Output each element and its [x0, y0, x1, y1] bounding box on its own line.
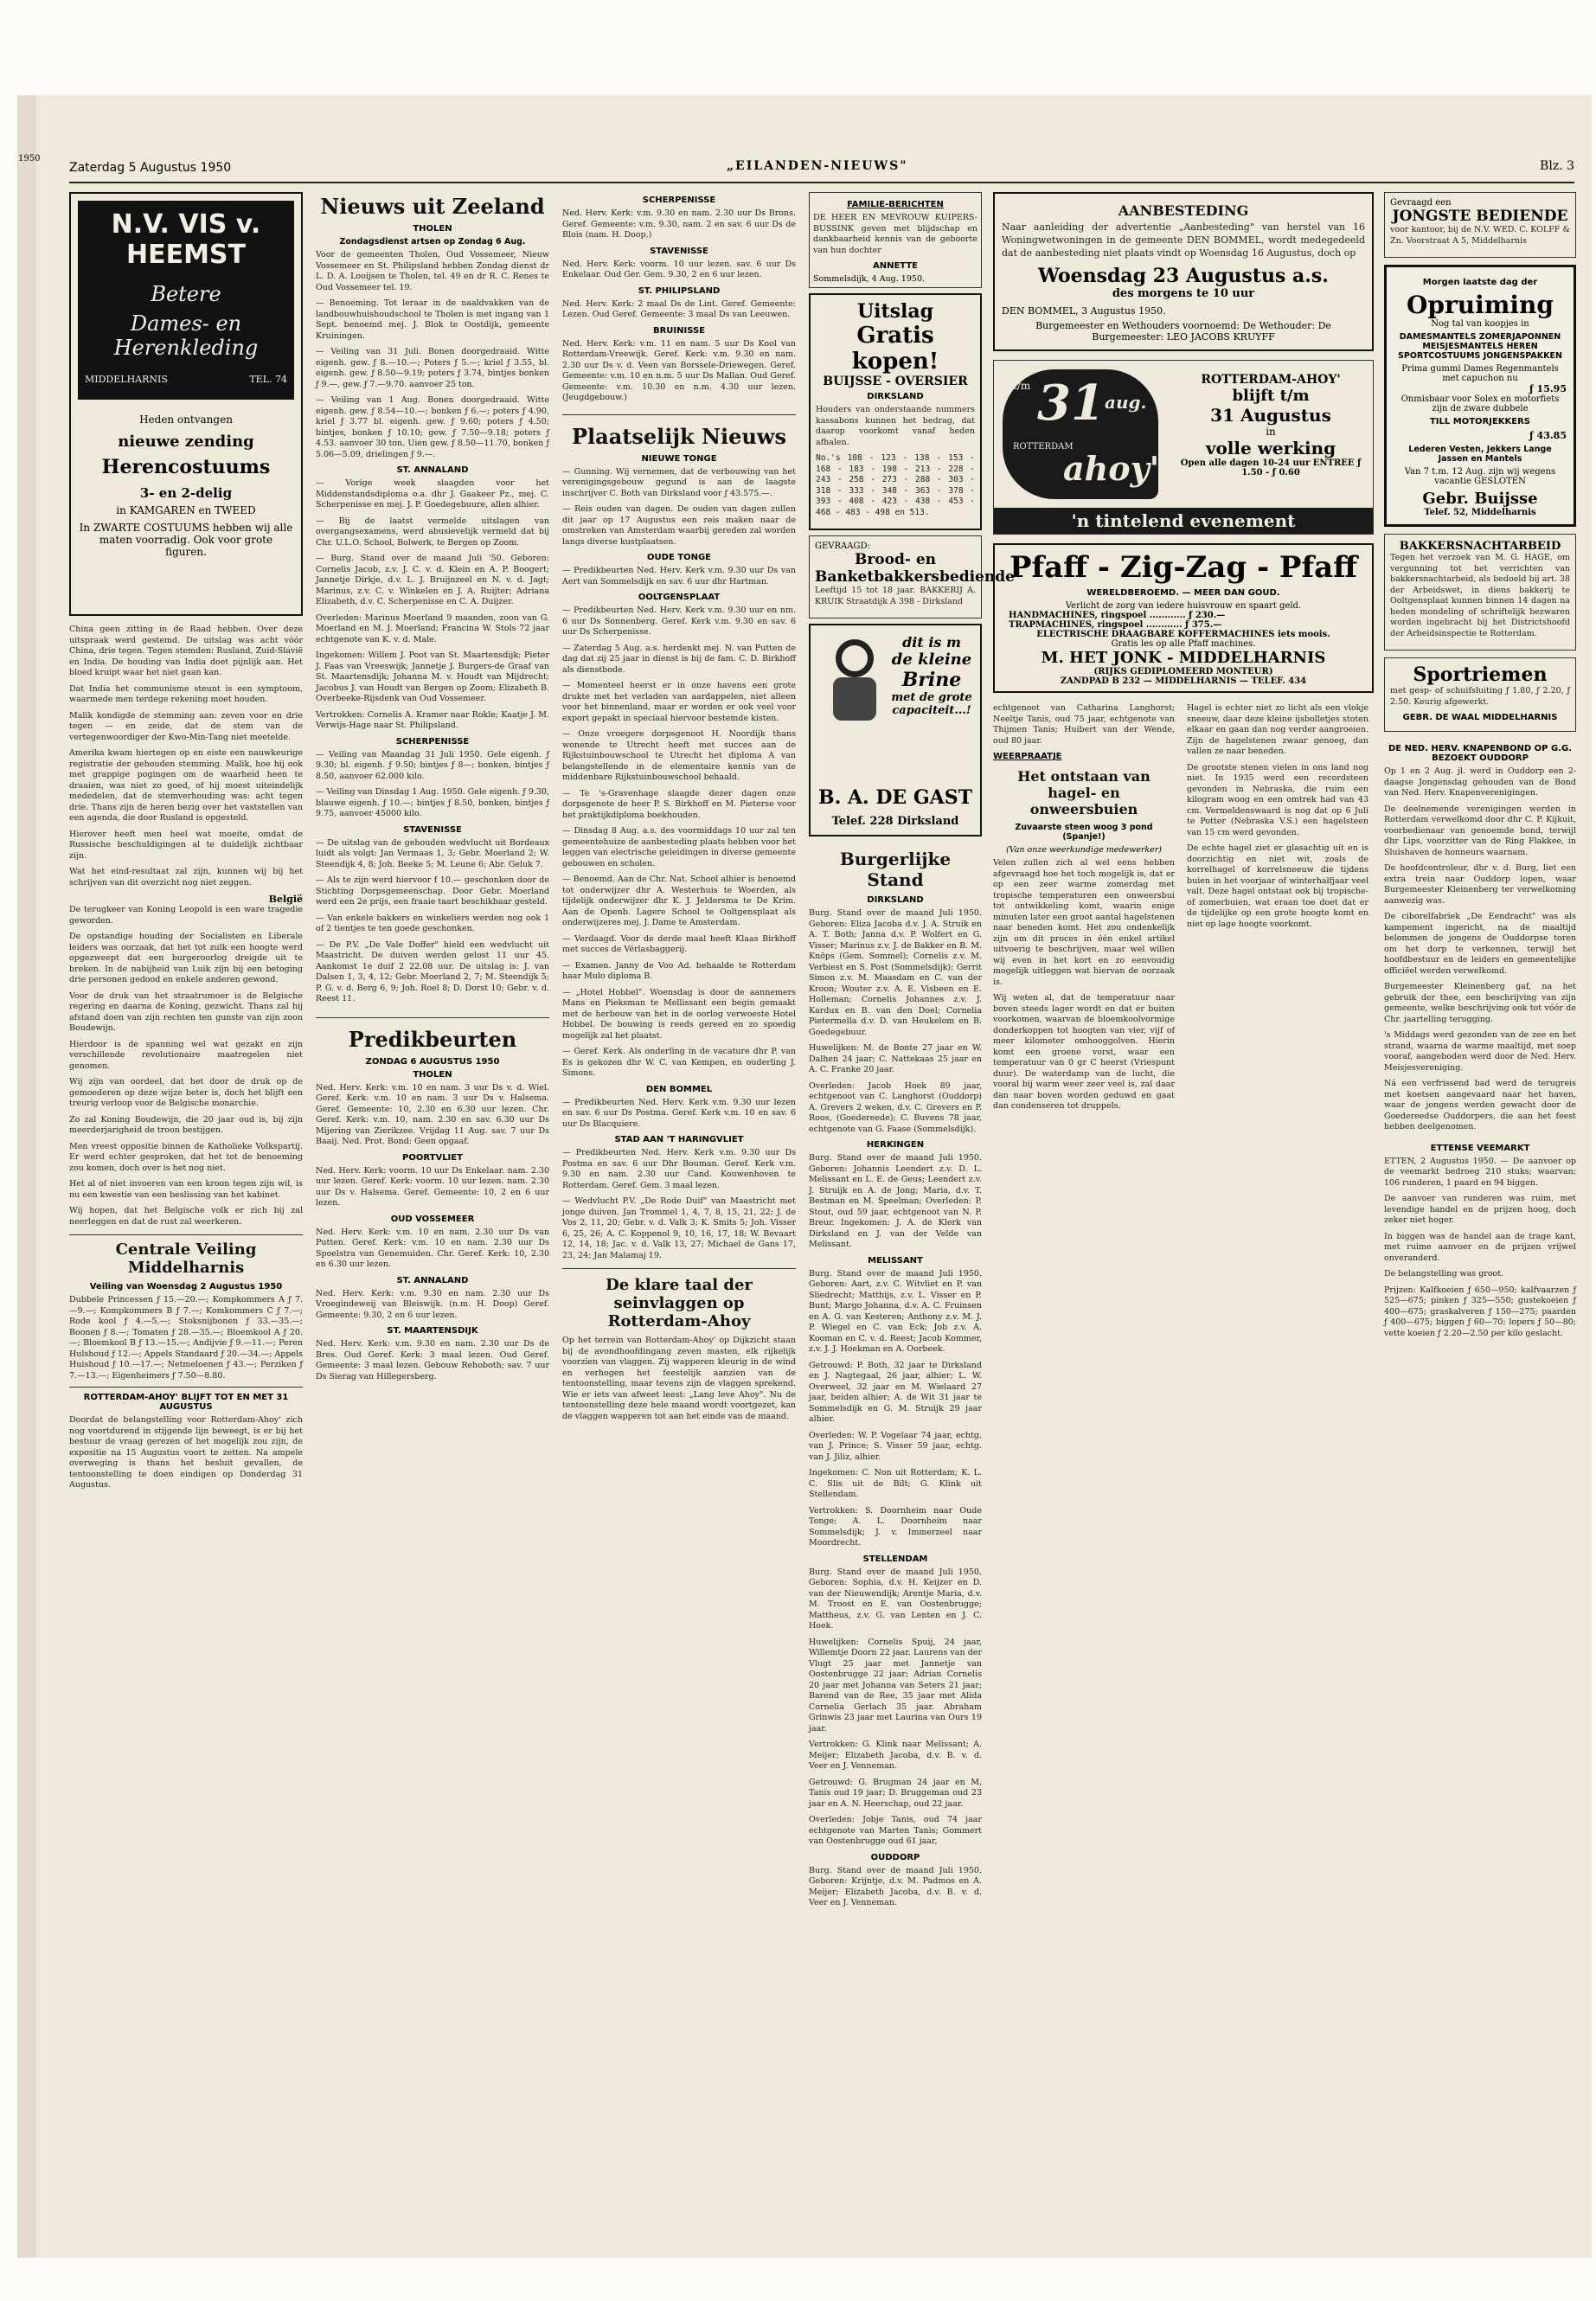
col2-paragraph: Overleden: Marinus Moerland 9 maanden, zoon van G. Moerland en M. J. Moerland; Francina W. Stols 72 jaar echtgenote van K. v. d. Male. — [316, 612, 549, 644]
col2-paragraph: — Als te zijn werd hiervoor f 10.— geschonken door de Stichting Dorpsgemeenschap. Door Gebr. Moerland werd een 2e prijs, een fraaie taart beschikbaar gesteld. — [316, 875, 549, 907]
col1-paragraph: De opstandige houding der Socialisten en Liberale leiders was oorzaak, dat het tot zulk een hoogte werd opgezweept dat een burgeroorlog dreigde uit te breken. In de nabijheid van Luik zijn bij een betoging drie personen gedood en enkele anderen gewond. — [69, 932, 303, 984]
pfaff-shop2: (RIJKS GEDIPLOMEERD MONTEUR) — [1093, 667, 1273, 676]
opruiming-t1: Nog tal van koopjes in — [1431, 319, 1529, 329]
sport-text: met gesp- of schuifsluiting ƒ 1.80, ƒ 2.20, ƒ 2.50. Keurig afgewerkt. — [1390, 686, 1570, 707]
col1-paragraph: Malik kondigde de stemming aan: zeven voor en drie tegen — en zeide, dat de stem van de vertegenwoordiger der Kwo-Min-Tang niet meetelde. — [69, 710, 303, 742]
col1-paragraph: De terugkeer van Koning Leopold is een ware tragedie geworden. — [69, 905, 303, 926]
col2-predik-text: Ned. Herv. Kerk: v.m. 10 en nam. 2.30 uur Ds van Putten. Geref. Kerk: v.m. 10 en nam. 2.30 uur Ds Spoelstra van Genemuiden. Chr. Geref. Kerk: 10, 2.30 en 6.30 uur lezen. — [316, 1227, 549, 1269]
col3-paragraph: — Geref. Kerk. Als onderling in de vacature dhr P. van Es is gekozen dhr W. C. van Kempen, en ouderling J. Simons. — [562, 1047, 796, 1078]
col3-paragraph: — Dinsdag 8 Aug. a.s. des voormiddags 10 uur zal ten gemeentehuize de aanbesteding plaats hebben voor het leggen van electrische geleidingen in diverse gemeente gebouwen en scholen. — [562, 826, 796, 868]
col2-paragraph: Vertrokken: Cornelis A. Kramer naar Rokle; Kaatje J. M. Verwijs-Hage naar St. Philipsland. — [316, 709, 549, 730]
ahoy-logo-badge — [1003, 369, 1158, 499]
ahoy-r4: in — [1266, 426, 1276, 438]
brine-line1: dit is m — [902, 634, 961, 651]
gratis-text: Houders van onderstaande nummers kassabons kunnen het bedrag, dat daarop voorkomt vanaf heden afhalen. — [816, 405, 975, 447]
ad-gratis-kopen — [809, 293, 982, 530]
col3-klare-taal-heading: De klare taal der seinvlaggen op Rotterdam-Ahoy — [562, 1268, 796, 1330]
aanbesteding-date: Woensdag 23 Augustus a.s. — [1038, 265, 1329, 287]
column-2 — [316, 192, 549, 2251]
col3-paragraph: — Zaterdag 5 Aug. a.s. herdenkt mej. N. van Putten de dag dat zij 25 jaar in dienst is bij de fam. C. D. Birkhoff als dienstbode. — [562, 643, 796, 675]
col1-veiling-text: Dubbele Princessen ƒ 15.—20.—; Kompkommers A ƒ 7.—9.—; Kompkommers B ƒ 7.—; Komkommers C ƒ 7.—; Rode kool ƒ 4.—5.—; Stoksnijbonen ƒ 33.—35.—; Boonen ƒ 8.—; Tomaten ƒ 28.—35.—; Bloemkool A ƒ 20.—; Bloemkool B ƒ 13.—15.—; Andijvie ƒ 9.—11.—; Peren Hulshoud ƒ 12.—; Appels Standaard ƒ 20.—34.—; Appels Huishoud ƒ 10.—17.—; Netmeloenen ƒ 43.—; Perziken ƒ 7.—13.—; Eigenheimers ƒ 7.50—8.80. — [69, 1295, 304, 1381]
col1-ahoy-heading: ROTTERDAM-AHOY' BLIJFT TOT EN MET 31 AUGUSTUS — [69, 1387, 303, 1412]
opruiming-tel: Telef. 52, Middelharnis — [1424, 508, 1536, 517]
col2-paragraph: — Bij de laatst vermelde uitslagen van overgangsexamens, werd abusievelijk vermeld dat bij Chr. U.L.O. School, Bolwerk, te Bergen op Zoom. — [316, 516, 549, 548]
opruiming-shop: Gebr. Buijsse — [1422, 490, 1538, 508]
child-mascot-illustration — [816, 632, 894, 736]
familie-text: DE HEER EN MEVROUW KUIPERS-BUSSINK geven met blijdschap en dankbaarheid kennis van de geboorte van hun dochter — [813, 213, 977, 255]
col3-paragraph: — Momenteel heerst er in onze havens een grote drukte met het verladen van aardappelen, niet alleen voor het binnenland, maar er worden er ook veel voor export gepakt in speciaal hiervoor bestemde kisten. — [562, 681, 796, 723]
col3-paragraph: — Onze vroegere dorpsgenoot H. Noordijk thans wonende te Utrecht heeft met succes aan de Rijkstuinbouwschool te Utrecht het diploma A van belangstellende in de elementaire kennis van de middenbare Rijkstuinbouwschool behaald. — [562, 729, 796, 782]
ad-opruiming — [1384, 265, 1576, 527]
col1-paragraph: Amerika kwam hiertegen op en eiste een nauwkeurige registratie der gehouden stemming. Malik, hoe hij ook met grappige pogingen om de waarheid heen te draaien, was niet zo goed, of hij moest uiteindelijk mededelen, dat de stemverhouding was: acht tegen drie. Thans zijn de heren bezig over het vaststellen van een agenda, die door Rusland is opgesteld. — [69, 748, 303, 823]
col5-paragraph: De echte hagel ziet er glasachtig uit en is doorzichtig en niet wit, zoals de korrelhagel of korrelsneeuw die tijdens buien in het voorjaar of winterhalfjaar veel valt. Deze hagel ontstaat ook bij tropische- of zomerbuien, wat eraan toe doet dat er de tijdelijke op een grote hoogte komt en niet op lage hoogte voorkomt. — [1187, 843, 1368, 929]
col5-paragraph: De grootste stenen vielen in ons land nog niet. In 1935 werd een recordsteen gevonden in Nebraska, die ruim een kilogram woog en een omtrek had van 43 cm. Vermeldenswaard is nog dat op 6 Juli te Potter (Nebraska V.S.) een hagelsteen van 15 cm werd gevonden. — [1187, 762, 1368, 837]
ad-vis-heemst-line3: Herencostuums — [101, 456, 271, 478]
col3-paragraph: — Reis ouden van dagen. De ouden van dagen zullen dit jaar op 17 Augustus een reis maken naar de omstreken van Amsterdam waarbij gereden zal worden langs diverse kustplaatsen. — [562, 504, 796, 547]
ad-vis-heemst-line5: in KAMGAREN en TWEED — [116, 504, 256, 516]
burg-melissant: MELISSANT — [868, 1255, 923, 1266]
col2-predikbeurten-heading: Predikbeurten — [316, 1017, 549, 1052]
col4-paragraph: Vertrokken: G. Klink naar Melissant; A. Meijer; Elizabeth Jacoba, d.v. B. v. d. Veer en J. Venneman. — [809, 1740, 982, 1771]
col3-paragraph: — „Hotel Hobbel". Woensdag is door de aannemers Mans en Pieksman te Mellissant een begin gemaakt met de herbouw van het in de oorlog verwoeste Hotel Hobbel. De bouwing is reeds gereed en zo spoedig mogelijk zal het plaatst. — [562, 987, 796, 1041]
opruiming-t7: Van 7 t.m. 12 Aug. zijn wij wegens vacantie GESLOTEN — [1404, 467, 1556, 486]
col2-stavenisse: STAVENISSE — [403, 824, 462, 835]
ahoy-r6: Open alle dagen 10-24 uur ENTREE ƒ 1.50 - ƒ 0.60 — [1180, 458, 1362, 478]
column-1 — [69, 192, 303, 2251]
column-3 — [562, 192, 796, 2251]
col1-ahoy-text: Doordat de belangstelling voor Rotterdam-Ahoy' zich nog voortdurend in stijgende lijn beweegt, is er bij het bestuur de vraag gerezen of het mogelijk zou zijn, de expositie na 15 Augustus voort te zetten. Na ampele overweging is thans het besluit gevallen, de tentoonstelling te doen eindigen op Donderdag 31 Augustus. — [69, 1415, 303, 1490]
col1-paragraph: Het al of niet invoeren van een kroon tegen zijn wil, is nu een kwestie van een beslissing van het kabinet. — [69, 1179, 303, 1200]
col6-paragraph: ETTEN, 2 Augustus 1950. — De aanvoer op de veemarkt bedroeg 210 stuks; waarvan: 106 runderen, 1 paard en 94 biggen. — [1384, 1156, 1576, 1188]
ad-brood — [809, 535, 1015, 619]
burgerlijke-stand-heading: Burgerlijke Stand — [839, 849, 952, 890]
ad-sportriemen — [1384, 657, 1576, 732]
brine-shop: B. A. DE GAST — [818, 786, 972, 809]
col6-paragraph: Op 1 en 2 Aug. jl. werd in Ouddorp een 2-daagse Jongensdag gehouden van de Bond van Ned. Herv. Knapenverenigingen. — [1384, 766, 1576, 798]
pfaff-shop: M. HET JONK - MIDDELHARNIS — [1041, 649, 1326, 667]
col3-paragraph: Ned. Herv. Kerk: v.m. 11 en nam. 5 uur Ds Kool van Rotterdam-Vreewijk. Geref. Kerk: v.m. 9.30 en nam. 2.30 uur Ds v. d. Veen van Borssele-Driewegen. Geref. Gemeente: v.m. 10 en n.m. 5 uur Ds Mallan. Oud Geref. Gemeente: v.m. 10.30 en n.m. 4.30 uur lezen. (Jeugdgebouw.) — [562, 338, 796, 402]
col3-paragraph: — Te 's-Gravenhage slaagde dezer dagen onze dorpsgenote de heer P. S. Birkhoff en M. Pieterse voor het praktijkdiploma boekhouden. — [562, 788, 796, 820]
col4-paragraph: Getrouwd: G. Brugman 24 jaar en M. Tanis oud 19 jaar; D. Bruggeman oud 23 jaar en A. N. Heerschap, oud 22 jaar. — [809, 1777, 982, 1809]
ahoy-city: ROTTERDAM — [1013, 442, 1074, 452]
col1-paragraph: Wij zijn van oordeel, dat het door de druk op de gemoederen op deze wijze beter is, doch het blijft een treurig verloop voor de Belgische monarchie. — [69, 1077, 303, 1108]
jbed-gevraagd: Gevraagd een — [1390, 198, 1452, 208]
col6-paragraph: De deelnemende verenigingen werden in Rotterdam verwelkomd door dhr C. P. Kijkuit, voorbedienaar van genoemde bond, terwijl dhr Lips, voorzitter van de Ring Flakkee, in Sluishaven de honneurs waarnam. — [1384, 804, 1576, 857]
col2-predik-sub: ZONDAG 6 AUGUSTUS 1950 — [365, 1056, 500, 1067]
bakker-text: Tegen het verzoek van M. G. HAGE, om vergunning tot het verrichten van bakkersnachtarbeid, als bedoeld bij art. 38 der Arbeidswet, in diens bakkerij te Ooltgensplaat kunnen binnen 14 dagen na heden mondeling of schriftelijk bezwaren worden ingebracht bij het Districtshoofd der Arbeidsinspectie te Rotterdam. — [1390, 553, 1570, 638]
ahoy-band: 'n tintelend evenement — [994, 508, 1373, 534]
col6-paragraph: Prijzen: Kalfkoeien ƒ 650—950; kalfvaarzen ƒ 525—675; pinken ƒ 325—550; gustekoeien ƒ 400—675; graskalveren ƒ 150—275; paarden ƒ 400—675; biggen ƒ 60—70; lopers ƒ 50—80; vette koeien ƒ 2.20—2.50 per kilo geslacht. — [1384, 1285, 1576, 1338]
gratis-uitslag: Uitslag — [856, 300, 934, 323]
pfaff-t3: TRAPMACHINES, ringspoel ............ ƒ 375.— — [1009, 620, 1222, 630]
col2-predik-text: Ned. Herv. Kerk: v.m. 10 en nam. 3 uur Ds v. d. Wiel. Geref. Kerk: v.m. 10 en nam. 3 uur Ds v. Halsema. Geref. Gemeente: 10, 2.30 en 6.30 uur lezen. Chr. Geref. Kerk: v.m. 10, nam. 2.30 en sav. 6.30 uur Ds Mijering van Zierikzee. Vrijdag 11 Aug. sav. 7 uur Ds Baaij. Ned. Prot. Bond: Geen opgaaf. — [316, 1082, 549, 1146]
col3-plaatselijk-heading: Plaatselijk Nieuws — [562, 414, 796, 449]
ahoy-r5: volle werking — [1205, 438, 1336, 458]
col3-stavenisse: STAVENISSE — [650, 246, 708, 256]
ad-vis-heemst-line1: Heden ontvangen — [139, 413, 233, 426]
col3-den-bommel: DEN BOMMEL — [645, 1084, 713, 1094]
col6-paragraph: De hoofdcontroleur, dhr v. d. Burg, liet een extra trein naar Ouddorp lopen, waar Burgemeester Kleinenberg ter verwelkoming aanwezig was. — [1384, 863, 1576, 906]
brood-gevraagd: GEVRAAGD: — [815, 542, 870, 551]
col2-paragraph: Ingekomen: Willem J. Poot van St. Maartensdijk; Pieter J. Faas van Vreeswijk; Jannetje J. Burgers-de Graaf van St. Maartensdijk; Johanna M. v. Houdt van Mijdrecht; Jacobus J. van Houdt van Bergen op Zoom; Elizabeth B. Overbeeke-Rijsdenk van Oud Vossemeer. — [316, 651, 549, 703]
col2-oudvossemeer: OUD VOSSEMEER — [390, 1214, 475, 1224]
opruiming-t6: Lederen Vesten, Jekkers Lange Jassen en Mantels — [1408, 445, 1552, 464]
col6-paragraph: De aanvoer van runderen was ruim, met levendige handel en de prijzen hoog, doch zeker niet hoger. — [1384, 1194, 1576, 1225]
ahoy-r3: 31 Augustus — [1210, 405, 1331, 426]
col5-left-text — [993, 703, 1175, 1118]
ad-vis-heemst-line2: nieuwe zending — [118, 433, 254, 451]
ad-vis-heemst — [69, 192, 303, 616]
header-date: Zaterdag 5 Augustus 1950 — [69, 161, 232, 175]
col2-tholen-sub: Zondagsdienst artsen op Zondag 6 Aug. — [339, 237, 526, 247]
col2-maartensdijk: ST. MAARTENSDIJK — [387, 1326, 478, 1336]
previous-page-edge — [17, 95, 41, 2258]
col3-haringvliet: STAD AAN 'T HARINGVLIET — [614, 1135, 744, 1144]
col2-paragraph: — Veiling van Dinsdag 1 Aug. 1950. Gele eigenh. ƒ 9.30, blauwe eigenh. ƒ 10.—; bintjes ƒ 8.50, bonken, bintjes ƒ 9.75, aanvoer 45000 kilo. — [316, 787, 549, 818]
col3-paragraph: — Predikbeurten Ned. Herv. Kerk v.m. 9.30 uur en nm. 6 uur Ds Sonnenberg. Geref. Kerk v.m. 9.30 en sav. 6 uur Ds Scherpenisse. — [562, 606, 796, 637]
col1-veiling-heading: Centrale Veiling Middelharnis — [69, 1234, 303, 1277]
col2-tholen: THOLEN — [413, 224, 452, 234]
header-rule — [69, 182, 1574, 183]
veemarkt-heading: ETTENSE VEEMARKT — [1430, 1143, 1530, 1153]
col2-paragraph: — Vorige week slaagden voor het Middenstandsdiploma o.a. dhr J. Gaakeer Pz., mej. C. Scherpenisse en mej. J. P. Goedegebuure, allen alhier. — [316, 478, 549, 510]
col2-paragraph: — De P.V. „De Vale Doffer" hield een wedvlucht uit Maastricht. De duiven werden gelost 11 uur 45. Aankomst 1e duif 2 22.08 uur. De uitslag is: J. van Dalsen 1, 3, 4, 12; Gebr. Moerland 2, 7; M. Steendijk 5; P. G. v. d. Berg 6, 9; Joh. Roel 8; D. Dorst 10; Gebr. v. d. Reest 11. — [316, 939, 549, 1003]
col3-paragraph: — Examen. Janny de Voo Ad. behaalde te Rotterdam haar Mulo diploma B. — [562, 960, 796, 981]
col1-paragraph: Voor de druk van het straatrumoer is de Belgische regering en daarna de Koning, gezwicht. Thans zal hij afstand doen van zijn rechten ten gunste van zijn zoon Boudewijn. — [69, 990, 303, 1033]
col4-paragraph: Burg. Stand over de maand Juli 1950. Geboren: Krijntje, d.v. M. Padmos en A. Meijer; Elizabeth Jacoba, d.v. B. v. d. Veer en J. Venneman. — [809, 1865, 982, 1907]
col1-paragraph: China geen zitting in de Raad hebben. Over deze uitspraak werd gestemd. De uitslag was acht vóór China, drie tegen. Tegen stemden: Rusland, Zuid-Slavië en India. De houding van India doet pijnlijk aan. Het bloed kruipt waar het niet gaan kan. — [69, 625, 303, 677]
weerpraatje-label: WEERPRAATJE — [993, 752, 1062, 761]
sport-heading: Sportriemen — [1413, 663, 1548, 686]
col1-paragraph: Hierdoor is de spanning wel wat gezakt en zijn verschillende revolutionaire maatregelen niet genomen. — [69, 1039, 303, 1071]
col5-paragraph: echtgenoot van Catharina Langhorst; Neeltje Tanis, oud 75 jaar, echtgenote van Thijmen Tanis; Huibert van der Wende, oud 80 jaar. — [993, 703, 1175, 746]
burg-herkingen: HERKINGEN — [866, 1140, 925, 1150]
col4-paragraph: Burg. Stand over de maand Juli 1950. Geboren: Eliza Jacoba d.v. J. A. Struik en A. T. Both; Janna d.v. P. Wolfert en G. Visser; Marinus z.v. J. de Bakker en B. M. Knöps (Gem. Sommel); Cornelis z.v. M. Verbiest en S. Post (Sommelsdijk); Gerrit Simon z.v. M. Maasdam en C. van der Kroon; Wouter z.v. A. E. Visbeen en E. Holleman; Cornelis Johannes z.v. J. Kardux en B. van den Doel; Cornelia Pietermella d.v. D. van Heukelom en B. Goedegebuur. — [809, 908, 982, 1037]
pfaff-heading: Pfaff - Zig-Zag - Pfaff — [1009, 550, 1358, 585]
brine-line3: Brine — [901, 669, 962, 691]
ad-jongste-bediende — [1384, 192, 1576, 258]
ad-aanbesteding — [993, 192, 1374, 351]
page-header — [69, 154, 1574, 180]
col3-paragraph: — Predikbeurten Ned. Herv. Kerk v.m. 9.30 uur Ds van Aert van Sommelsdijk en sav. 6 uur dhr Hartman. — [562, 566, 796, 586]
previous-page-year: 1950 — [18, 154, 41, 163]
col4-paragraph: Huwelijken: Cornelis Spuij, 24 jaar, Willemtje Doorn 22 jaar. Laurens van der Vlugt 25 jaar met Jannetje van Oostenbrugge 22 jaar; Adrian Cornelis 20 jaar met Johanna van Seters 21 jaar; Barend van de Ree, 35 jaar met Alida Cornelia Gerlach 35 jaar. Abraham Grinwis 23 jaar met Laurina van Ours 19 jaar. — [809, 1637, 982, 1734]
brine-line2: de kleine — [891, 651, 972, 669]
col3-bruinisse: BRUINISSE — [652, 325, 706, 336]
gratis-shop: BUIJSSE - OVERSIER — [823, 375, 968, 388]
col3-paragraph: — Predikbeurten Ned. Herv. Kerk v.m. 9.30 uur Ds Postma en sav. 6 uur Dhr Bouman. Geref. Kerk v.m. 9.30 en nam. 2.30 uur Cand. Kouwenhoven te Rotterdam. Geref. Gem. 3 maal lezen. — [562, 1148, 796, 1190]
col3-ooltgensplaat: OOLTGENSPLAAT — [638, 593, 721, 602]
col2-annaland: ST. ANNALAND — [396, 465, 469, 475]
jbed-text: voor kantoor, bij de N.V. WED. C. KOLFF & Zn. Voorstraat A 5, Middelharnis — [1390, 225, 1570, 246]
pfaff-t1: Verlicht de zorg van iedere huisvrouw en spaart geld. — [1065, 601, 1302, 611]
ad-vis-heemst-line4: 3- en 2-delig — [139, 485, 233, 501]
header-newspaper-name: „EILANDEN-NIEUWS" — [727, 159, 908, 173]
weerpraatje-author: (Van onze weerkundige medewerker) — [1006, 845, 1162, 855]
weerpraatje-sub: Zuvaarste steen woog 3 pond (Spanje!) — [1015, 823, 1153, 842]
ahoy-r2: blijft t/m — [1232, 387, 1310, 405]
weerpraatje-title: Het ontstaan van hagel- en onweersbuien — [1017, 768, 1151, 817]
col3-philipsland: ST. PHILIPSLAND — [638, 285, 721, 296]
col1-paragraph: Wat het eind-resultaat zal zijn, kunnen wij bij het schrijven van dit overzicht nog niet zeggen. — [69, 867, 303, 888]
ad-vis-heemst-city: MIDDELHARNIS — [85, 374, 168, 385]
header-page-number: Blz. 3 — [1540, 159, 1574, 173]
opruiming-t3: Prima gummi Dames Regenmantels met capuchon nu — [1401, 364, 1559, 383]
opruiming-heading: Opruiming — [1407, 291, 1554, 319]
aanbesteding-time: des morgens te 10 uur — [1112, 287, 1255, 300]
brine-line4: met de grote capaciteit...! — [891, 691, 972, 717]
col4-paragraph: Burg. Stand over de maand Juli 1950. Geboren: Aart, z.v. C. Witvliet en P. van Sliedrecht; Matthijs, z.v. L. Visser en P. Bunt; Margo Johanna, d.v. A. C. Fruinsen en A. G. van Kesteren; Anthony z.v. M. J. P. Wiegel en C. van Eck; Job z.v. A. Kooman en C. v. d. Reest; Jacob Kommer, z.v. J. J. Hoekman en A. Oorbeek. — [809, 1268, 982, 1354]
ad-vis-heemst-slogan-1: Betere — [151, 282, 221, 306]
col1-paragraph: Men vreest oppositie binnen de Katholieke Volkspartij. Er werd echter gesproken, dat het tot de benoeming zou komen, doch over is het nog niet. — [69, 1141, 303, 1173]
col2-paragraph: — De uitslag van de gehouden wedvlucht uit Bordeaux luidt als volgt: Jan Vermaas 1, 3; Gebr. Moerland 2; W. Steendijk 4, 8; Joh. Beeke 5; M. Leune 6; Abr. Geluk 7. — [316, 837, 549, 869]
col5-paragraph: Hagel is echter niet zo licht als een vlokje sneeuw, daar deze kleine ijsbolletjes stoten elkaar en gaan dan nog verder aangroeien. Zijn de hagelstenen zwaar genoeg, dan vallen ze naar beneden. — [1187, 703, 1368, 756]
opruiming-price2: ƒ 43.85 — [1529, 430, 1567, 441]
brine-tel: Telef. 228 Dirksland — [831, 815, 959, 828]
col4-paragraph: Ingekomen: C. Non uit Rotterdam; K. L. C. Slis uit de Bilt; G. Klink uit Stellendam. — [809, 1468, 982, 1499]
opruiming-t2: DAMESMANTELS ZOMERJAPONNEN MEISJESMANTELS HEREN SPORTCOSTUUMS JONGENSPAKKEN — [1398, 332, 1562, 361]
col6-paragraph: De ciborelfabriek „De Eendracht" was als kampement ingericht, na de maaltijd belommen de jongens de Ouddorpse toren om het dorp te verkennen, terwijl het hoofdbestuur en de leiders en gemeentelijke officiëel werden verwelkomd. — [1384, 912, 1576, 976]
aanbesteding-heading: AANBESTEDING — [1118, 202, 1249, 219]
col2-predik-text: Ned. Herv. Kerk: v.m. 9.30 en nam. 2.30 uur Ds Vroegindeweij van Bleiswijk. (n.m. H. Doop) Geref. Gemeente: 9.30, 2 en 6 uur lezen. — [316, 1288, 549, 1320]
col4-paragraph: Overleden: W. P. Vogelaar 74 jaar, echtg. van J. Prince; S. Visser 59 jaar, echtg. van J. Jiliz, alhier. — [809, 1430, 982, 1462]
col3-paragraph: Op het terrein van Rotterdam-Ahoy' op Dijkzicht staan bij de avondhoofdingang zeven masten, elk rijkelijk voorzien van vlaggen. Zij wapperen kleurig in de wind en verhogen het feestelijk aanzien van de tentoonstelling, maar tevens zijn de vlaggen sprekend. Wie er iets van afweet leest: „Lang leve Ahoy". Nu de tentoonstelling deze hele maand wordt voortgezet, kan de vlaggen wapperen tot aan het einde van de maand. — [562, 1336, 796, 1421]
column-6 — [1384, 192, 1576, 2251]
col3-oude-tonge: OUDE TONGE — [647, 553, 711, 562]
burg-stellendam: STELLENDAM — [862, 1554, 928, 1564]
col3-paragraph: — Verdaagd. Voor de derde maal heeft Klaas Birkhoff met succes de Vérlasbaggerij. — [562, 933, 796, 954]
col2-paragraph: — Benoeming. Tot leraar in de naaldvakken van de landbouwhuishoudschool te Tholen is met ingang van 1 Sept. benoemd mej. J. Blok te Oostdijk, gemeente Kruiningen. — [316, 298, 549, 341]
bakker-heading: BAKKERSNACHTARBEID — [1399, 540, 1561, 553]
gratis-place: DIRKSLAND — [867, 392, 924, 401]
gratis-heading: Gratis kopen! — [851, 323, 939, 375]
col3-paragraph: Ned. Herv. Kerk: v.m. 9.30 en nam. 2.30 uur Ds Brons. Geref. Gemeente: v.m. 9.30, nam. 2 en sav. 6 uur Ds de Blois (nam. H. Doop.) — [562, 208, 796, 240]
col6-paragraph: In biggen was de handel aan de trage kant, met ruime aanvoer en de prijzen vrijwel onveranderd. — [1384, 1231, 1576, 1263]
col6-paragraph: 's Middags werd gezonden van de zee en het strand, waarna de warme maaltijd, met soep vooraf, aangeboden werd door de Ned. Herv. Meisjesvereniging. — [1384, 1030, 1576, 1073]
opruiming-t4: Onmisbaar voor Solex en motorfiets zijn de zware dubbele — [1401, 394, 1560, 413]
ahoy-logo: ahoy' — [1063, 449, 1160, 488]
ad-vis-heemst-phone: TEL. 74 — [249, 374, 287, 385]
pfaff-t5: Gratis les op alle Pfaff machines. — [1111, 639, 1256, 649]
ahoy-tm: t/m — [1013, 380, 1031, 392]
column-5 — [993, 192, 1374, 2251]
ad-ahoy — [993, 360, 1374, 535]
ad-bakkersnachtarbeid — [1384, 534, 1576, 651]
ad-brine — [809, 624, 982, 836]
col1-paragraph: Wij hopen, dat het Belgische volk er zich bij zal neerleggen en dat de rust zal weerkeren. — [69, 1206, 303, 1227]
col3-paragraph: — Predikbeurten Ned. Herv. Kerk v.m. 9.30 uur lezen en sav. 6 uur Ds Postma. Geref. Kerk v.m. 10 en sav. 6 uur Ds Blacquiere. — [562, 1097, 796, 1129]
opruiming-top: Morgen laatste dag der — [1422, 278, 1538, 287]
ahoy-aug: aug. — [1105, 392, 1147, 413]
ad-vis-heemst-slogan-2: Dames- en Herenkleding — [113, 311, 259, 360]
burg-ouddorp: OUDDORP — [870, 1852, 920, 1862]
col6-paragraph: Burgemeester Kleinenberg gaf, na het gebruik der thee, een beschrijving van zijn gemeente, welke beschrijving ook tot vóór de Chr. jaartelling terugging. — [1384, 982, 1576, 1024]
opruiming-t5: TILL MOTORJEKKERS — [1429, 417, 1531, 426]
col3-paragraph: — Gunning. Wij vernemen, dat de verbouwing van het verenigingsgebouw gegund is aan de laagste inschrijver C. Both van Dirksland voor ƒ 43.575.—. — [562, 466, 796, 498]
newspaper-page — [17, 95, 1592, 2258]
col2-paragraph: — Veiling van 1 Aug. Bonen doorgedraaid. Witte eigenh. gew. ƒ 8.54—10.—; bonken ƒ 6.—; poters ƒ 4.90, kriel ƒ 3.77 bl. eigenh. gew. ƒ 9.60; poters ƒ 4.50; bintjes, bonken ƒ 10.10; gew. ƒ 7.50—9.18; poters ƒ 4.53. aanvoer 30 ton. Uien gew. ƒ 8.50—11.70, bonken ƒ 5.06—5.09, drielingen ƒ 9.—. — [316, 395, 549, 459]
col6-paragraph: Ná een verfrissend bad werd de terugreis met koetsen aangevaard naar het haven, waar de jongens werden gewacht door de Goedereedse Ouddorpers, die aan het feest hebben deelgenomen. — [1384, 1079, 1576, 1131]
brood-heading: Brood- en Banketbakkersbediende — [815, 551, 1015, 586]
col4-paragraph: Getrouwd: P. Both, 32 jaar te Dirksland en J. Nagtegaal, 26 jaar, alhier; L. W. Overweel, 32 jaar en M. Wielaard 27 jaar, beiden alhier; A. de Wit 31 jaar te Sommelsdijk en G. M. Struijk 29 jaar alhier. — [809, 1360, 982, 1424]
col4-paragraph: Burg. Stand over de maand Juli 1950. Geboren: Sophia, d.v. H. Keijzer en D. van der Nieuwendijk; Arentje Maria, d.v. M. Troost en E. van Oostenbrugge; Mattheus, z.v. G. van Lenten en J. C. Hoek. — [809, 1567, 982, 1631]
col4-paragraph: Burg. Stand over de maand Juli 1950. Geboren: Johannis Leendert z.v. D. L. Melissant en L. E. de Geus; Leendert z.v. J. Struijk en A. de Jong; Maria, d.v. T. Bestman en M. Speelman; Overleden: P. Stout, oud 59 jaar, echtgenoot van N. P. Breur. Ingekomen: J. A. de Klerk van Dirksland en J. van der Velde van Melissant. — [809, 1153, 982, 1249]
aanbesteding-text: Naar aanleiding der advertentie „Aanbesteding" van herstel van 16 Woningwetwoningen in de gemeente DEN BOMMEL, wordt medegedeeld dat de aanbesteding niet plaats vindt op Woensdag 16 Augustus, doch op — [1002, 221, 1365, 259]
col2-paragraph: Voor de gemeenten Tholen, Oud Vossemeer, Nieuw Vossemeer en St. Philipsland hebben Zondag dienst dr L. D. A. Looijsen te Tholen, tel. 49 en dr R. C. Renes te Oud Vossemeer tel. 19. — [316, 250, 549, 292]
col5-paragraph: Velen zullen zich al wel eens hebben afgevraagd hoe het toch mogelijk is, dat er op een zeer warme zomerdag met tropische temperaturen een onweersbui tot ontwikkeling komt, waarin enige minuten later een groot aantal hagelstenen naar beneden komt. Het zou ondenkelijk zijn om dit proces in één enkel artikel uitvoerig te beschrijven, maar wel willen wij even in het kort en zo eenvoudig mogelijk uitleggen wat hiervan de oorzaak is. — [993, 858, 1175, 987]
pfaff-shop3: ZANDPAD B 232 — MIDDELHARNIS — TELEF. 434 — [1060, 676, 1307, 686]
col2-scherpenisse: SCHERPENISSE — [395, 736, 470, 747]
burg-dirksland: DIRKSLAND — [867, 895, 924, 905]
col5-paragraph: Wij weten al, dat de temperatuur naar boven steeds lager wordt en dat er buiten voorkomen, waarvan de bloemkoolvormige donderkoppen tot hoogten van vier, vijf of meer kilometer omhooggolven. Hierin komt een groene vorst, waar een temperatuur van 0 gr C heerst (Vriespunt duur). De waterdamp van de lucht, die vooral bij warm weer zeer veel is, zal daar dan naar boven worden geduwd en gaat dan condenseren tot druppels. — [993, 993, 1175, 1111]
pfaff-t2: HANDMACHINES, ringspoel ............ ƒ 230.— — [1009, 611, 1226, 620]
familie-date: Sommelsdijk, 4 Aug. 1950. — [813, 274, 926, 284]
aanbesteding-place: DEN BOMMEL, 3 Augustus 1950. — [1002, 305, 1166, 317]
col2-poortvliet: POORTVLIET — [402, 1152, 463, 1163]
col2-paragraph: — Veiling van Maandag 31 Juli 1950. Gele eigenh. ƒ 9.30; bl. eigenh. ƒ 9.50; bintjes ƒ 8—; bonken, bintjes ƒ 8.50, aanvoer 62.000 kilo. — [316, 749, 549, 781]
knapenbond-heading: DE NED. HERV. KNAPENBOND OP G.G. BEZOEKT OUDDORP — [1388, 744, 1572, 763]
col4-paragraph: Overleden: Jacob Hoek 89 jaar, echtgenoot van C. Langhorst (Ouddorp) A. Grevers 2 weken, d.v. C. Grevers en P. Roos, (Goedereede); C. Buvens 78 jaar, echtgenote van G. Faase (Sommelsdijk). — [809, 1080, 982, 1134]
col4-paragraph: Huwelijken: M. de Bonte 27 jaar en W. Dalhen 24 jaar; C. Nattekaas 25 jaar en A. C. Franke 20 jaar. — [809, 1043, 982, 1074]
col1-paragraph: Dat India het communisme steunt is een symptoom, waarmede men terdege rekening moet houden. — [69, 683, 303, 704]
col3-paragraph: — Benoemd. Aan de Chr. Nat. School alhier is benoemd tot onderwijzer dhr A. Westerhuis te Woerden, als tijdelijk onderwijzer dhr K. J. Jeldersma te De Krim. Aan de Openb. Lagere School te Ooltgensplaat als onderwijzeres mej. J. Dame te Amsterdam. — [562, 875, 796, 927]
sport-shop: GEBR. DE WAAL MIDDELHARNIS — [1402, 713, 1558, 722]
familie-name: ANNETTE — [872, 261, 918, 271]
ahoy-r1: ROTTERDAM-AHOY' — [1201, 373, 1341, 387]
brood-text: Leeftijd 15 tot 18 jaar. BAKKERIJ A. KRUIK Straatdijk A 398 - Dirksland — [815, 586, 976, 606]
col6-paragraph: De belangstelling was groot. — [1384, 1269, 1504, 1279]
col2-predik-text: Ned. Herv. Kerk: voorm. 10 uur Ds Enkelaar. nam. 2.30 uur lezen. Geref. Kerk: voorm. 10 uur lezen. nam. 2.30 uur Ds v. Halsema. Geref. Gemeente: 10, 2 en 6 uur lezen. — [316, 1165, 549, 1208]
col2-paragraph: — Veiling van 31 Juli. Bonen doorgedraaid. Witte eigenh. gew. ƒ 8.—10.—; Poters ƒ 5.—; kriel ƒ 3.55, bl. eigenh. gew. ƒ 8.50—9.19; poters ƒ 3.74, bintjes bonken ƒ 9.—, gew. ƒ 7.—9.70. aanvoer 25 ton. — [316, 347, 549, 389]
jbed-heading: JONGSTE BEDIENDE — [1392, 208, 1568, 225]
col2-predik-text: Ned. Herv. Kerk: v.m. 9.30 en nam. 2.30 uur Ds de Bres. Oud Geref. Kerk: 3 maal lezen. Oud Geref. Gemeente: 3 maal lezen. Gebouw Rehoboth: sav. 7 uur Ds Sierag van Hillegersberg. — [316, 1339, 549, 1381]
opruiming-price: ƒ 15.95 — [1529, 383, 1567, 394]
col2-paragraph: — Van enkele bakkers en winkeliers werden nog ook 1 of 2 tientjes te ten goede geschonken. — [316, 913, 549, 933]
ad-vis-heemst-banner — [78, 201, 294, 400]
familie-heading: FAMILIE-BERICHTEN — [847, 200, 944, 209]
col4-paragraph: Vertrokken: S. Doornheim naar Oude Tonge; A. L. Doornheim naar Sommelsdijk; J. v. Immerzeel naar Moordrecht. — [809, 1505, 982, 1548]
col5-right-text — [1187, 703, 1368, 1118]
col1-belgie-heading: België — [268, 894, 303, 905]
col1-paragraph: Zo zal Koning Boudewijn, die 20 jaar oud is, bij zijn meerderjarigheid de troon bestijgen. — [69, 1114, 303, 1135]
col1-paragraph: Hierover heeft men heel wat moeite, omdat de Russische beschuldigingen al te duidelijk zichtbaar zijn. — [69, 829, 303, 861]
pfaff-sub: WERELDBEROEMD. — MEER DAN GOUD. — [1086, 588, 1280, 598]
col3-paragraph: Ned. Herv. Kerk: 2 maal Ds de Lint. Geref. Gemeente: Lezen. Oud Geref. Gemeente: 3 maal Ds van Leeuwen. — [562, 298, 796, 319]
col2-heading: Nieuws uit Zeeland — [320, 194, 545, 219]
ad-pfaff — [993, 543, 1374, 693]
ad-vis-heemst-brand: N.V. VIS v. HEEMST — [111, 209, 261, 270]
col3-scherpenisse: SCHERPENISSE — [642, 195, 716, 205]
ahoy-31: 31 — [1037, 375, 1105, 432]
ad-familie — [809, 192, 982, 288]
col4-paragraph: Overleden: Jobje Tanis, oud 74 jaar echtgenote van Marten Tanis; Gommert van Oostenbrugge oud 61 jaar, — [809, 1815, 982, 1846]
col2-paragraph: — Burg. Stand over de maand Juli '50. Geboren: Cornelis Jacob, z.v. J. C. v. d. Klein en A. P. Boogert; Jannetje Dirkje, d.v. L. J. Bruijnzeel en N. v. d. Jagt; Marinus, z.v. C. v. Winkelen en J. A. Ruijter; Adriana Elizabeth, d.v. C. Scherpenisse en C. A. Duijzer. — [316, 554, 549, 606]
ad-vis-heemst-line6: In ZWARTE COSTUUMS hebben wij alle maten voorradig. Ook voor grote figuren. — [79, 522, 293, 558]
pfaff-t4: ELECTRISCHE DRAAGBARE KOFFERMACHINES iets moois. — [1036, 630, 1330, 639]
col3-paragraph: — Wedvlucht P.V. „De Rode Duif" van Maastricht met jonge duiven. Jan Trommel 1, 4, 7, 8, 15, 21, 22; J. de Vos 2, 11, 20; Gebr. v. d. Valk 3; K. Smits 5; Joh. Visser 6, 25, 26; A. C. Koppenol 9, 10, 16, 17, 18; W. Bevaart 12, 14, 18; Jac. v. d. Valk 13, 27; Michael de Gans 17, 23, 24; Jan Malamaj 19. — [562, 1196, 796, 1260]
col3-nieuwe-tonge: NIEUWE TONGE — [641, 453, 717, 464]
col3-paragraph: Ned. Herv. Kerk: voorm. 10 uur lezen. sav. 6 uur Ds Enkelaar. Oud Ger. Gem. 9.30, 2 en 6 uur lezen. — [562, 259, 796, 279]
aanbesteding-signatures: Burgemeester en Wethouders voornoemd: De Wethouder: De Burgemeester: LEO JACOBS KRUYFF — [1035, 320, 1331, 343]
col2-annaland2: ST. ANNALAND — [396, 1275, 469, 1285]
column-4 — [809, 192, 1015, 2251]
gratis-numbers: No.'s 108 - 123 - 138 - 153 - 168 - 183 - 198 - 213 - 228 - 243 - 258 - 273 - 288 - 303 - 318 - 333 - 348 - 363 - 378 - 393 - 408 - 423 - 438 - 453 - 468 - 483 - 498 en 513. — [816, 453, 975, 517]
col2-tholen2: THOLEN — [413, 1069, 452, 1080]
col1-veiling-subheading: Veiling van Woensdag 2 Augustus 1950 — [89, 1282, 283, 1292]
